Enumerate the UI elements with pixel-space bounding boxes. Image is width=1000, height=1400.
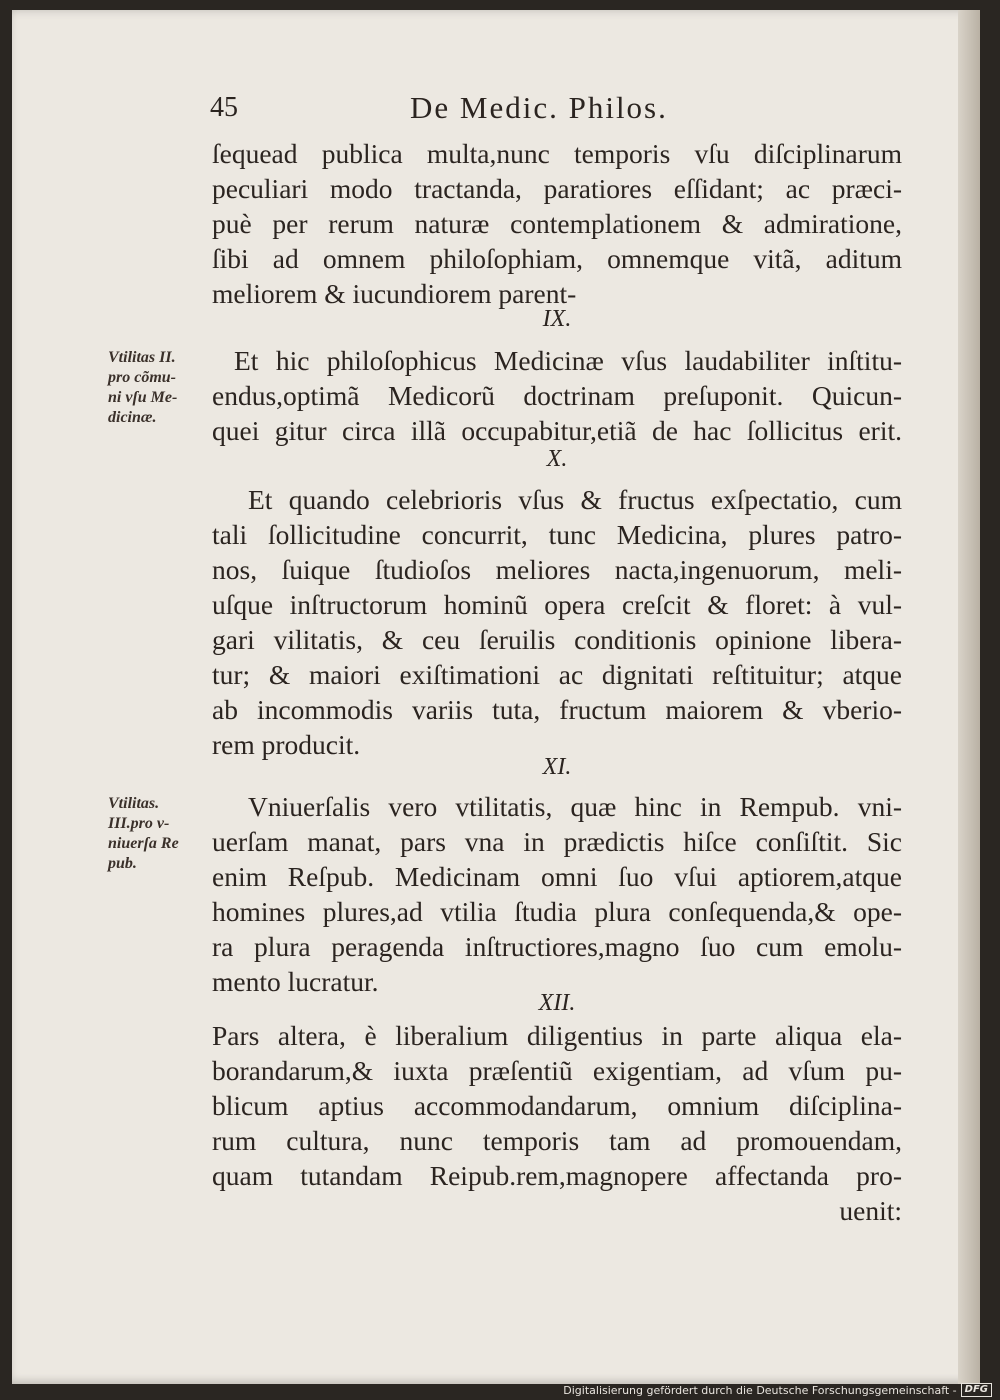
text-line: Et hic philoſophicus Medicinæ vſus laudabiliter inſtitu- xyxy=(234,345,902,376)
text-line: mento lucratur. xyxy=(212,966,379,997)
marginal-line: pub. xyxy=(108,855,137,872)
text-line: nos, ſuique ſtudioſos meliores nacta,ingenuorum, meli- xyxy=(212,554,902,585)
paragraph-continued xyxy=(212,136,902,311)
text-line: enim Reſpub. Medicinam omni ſuo vſui aptiorem,atque xyxy=(212,861,902,892)
text-line: puè per rerum naturæ contemplationem & admiratione, xyxy=(212,208,902,239)
marginal-line: niuerſa Re xyxy=(108,835,179,852)
credit-text: Digitalisierung gefördert durch die Deutsche Forschungsgemeinschaft - xyxy=(563,1383,957,1397)
paragraph-ix xyxy=(212,343,902,448)
marginal-line: Vtilitas II. xyxy=(108,349,176,366)
text-line: rem producit. xyxy=(212,729,361,760)
text-line: uerſam manat, pars vna in prædictis hiſce conſiſtit. Sic xyxy=(212,826,902,857)
section-numeral-ix: IX. xyxy=(542,306,572,332)
marginal-line: dicinæ. xyxy=(108,409,157,426)
page-number: 45 xyxy=(210,92,238,123)
text-line: ra plura peragenda inſtructiores,magno ſuo cum emolu- xyxy=(212,931,902,962)
paragraph-xi xyxy=(212,789,902,999)
text-line: tali ſollicitudine concurrit, tunc Medicina, plures patro- xyxy=(212,519,902,550)
paragraph-xii xyxy=(212,1018,902,1228)
marginal-note-utilitas-2 xyxy=(108,348,208,428)
text-line: rum cultura, nunc temporis tam ad promouendam, xyxy=(212,1125,902,1156)
text-line: ab incommodis variis tuta, fructum maiorem & vberio- xyxy=(212,694,902,725)
text-line: ſibi ad omnem philoſophiam, omnemque vitã, aditum xyxy=(212,243,902,274)
text-line: quam tutandam Reipub.rem,magnopere affectanda pro- xyxy=(212,1160,902,1191)
text-line: Et quando celebrioris vſus & fructus exſpectatio, cum xyxy=(248,484,902,515)
dfg-logo: DFG xyxy=(961,1383,992,1397)
text-line: borandarum,& iuxta præſentiũ exigentiam, ad vſum pu- xyxy=(212,1055,902,1086)
section-numeral-xi: XI. xyxy=(542,754,572,780)
text-line: peculiari modo tractanda, paratiores eſſidant; ac præci- xyxy=(212,173,902,204)
running-head xyxy=(202,88,902,128)
text-line: blicum aptius accommodandarum, omnium diſciplina- xyxy=(212,1090,902,1121)
book-page xyxy=(12,10,980,1384)
section-numeral-x: X. xyxy=(546,446,568,472)
running-title: De Medic. Philos. xyxy=(410,90,668,125)
marginal-note-utilitas-3 xyxy=(108,794,208,874)
digitization-credit xyxy=(563,1383,992,1397)
text-line: uſque inſtructorum hominũ opera creſcit & floret: à vul- xyxy=(212,589,902,620)
text-line: gari vilitatis, & ceu ſeruilis conditionis opinione libera- xyxy=(212,624,902,655)
text-line: Pars altera, è liberalium diligentius in parte aliqua ela- xyxy=(212,1020,902,1051)
section-numeral-xii: XII. xyxy=(538,990,576,1016)
text-line: Vniuerſalis vero vtilitatis, quæ hinc in Rempub. vni- xyxy=(248,791,902,822)
marginal-line: III.pro v- xyxy=(108,815,170,832)
text-line: tur; & maiori exiſtimationi ac dignitati reſtituitur; atque xyxy=(212,659,902,690)
text-line: homines plures,ad vtilia ſtudia plura conſequenda,& ope- xyxy=(212,896,902,927)
text-line: ſequead publica multa,nunc temporis vſu diſciplinarum xyxy=(212,138,902,169)
paragraph-x xyxy=(212,482,902,762)
marginal-line: Vtilitas. xyxy=(108,795,160,812)
page-spine-shadow xyxy=(958,10,980,1384)
text-line: endus,optimã Medicorũ doctrinam preſuponit. Quicun- xyxy=(212,380,902,411)
text-line: meliorem & iucundiorem parent- xyxy=(212,278,577,309)
marginal-line: pro cõmu- xyxy=(108,369,176,386)
text-line: uenit: xyxy=(839,1195,902,1226)
marginal-line: ni vſu Me- xyxy=(108,389,178,406)
text-line: quei gitur circa illã occupabitur,etiã de hac ſollicitus erit. xyxy=(212,415,902,446)
